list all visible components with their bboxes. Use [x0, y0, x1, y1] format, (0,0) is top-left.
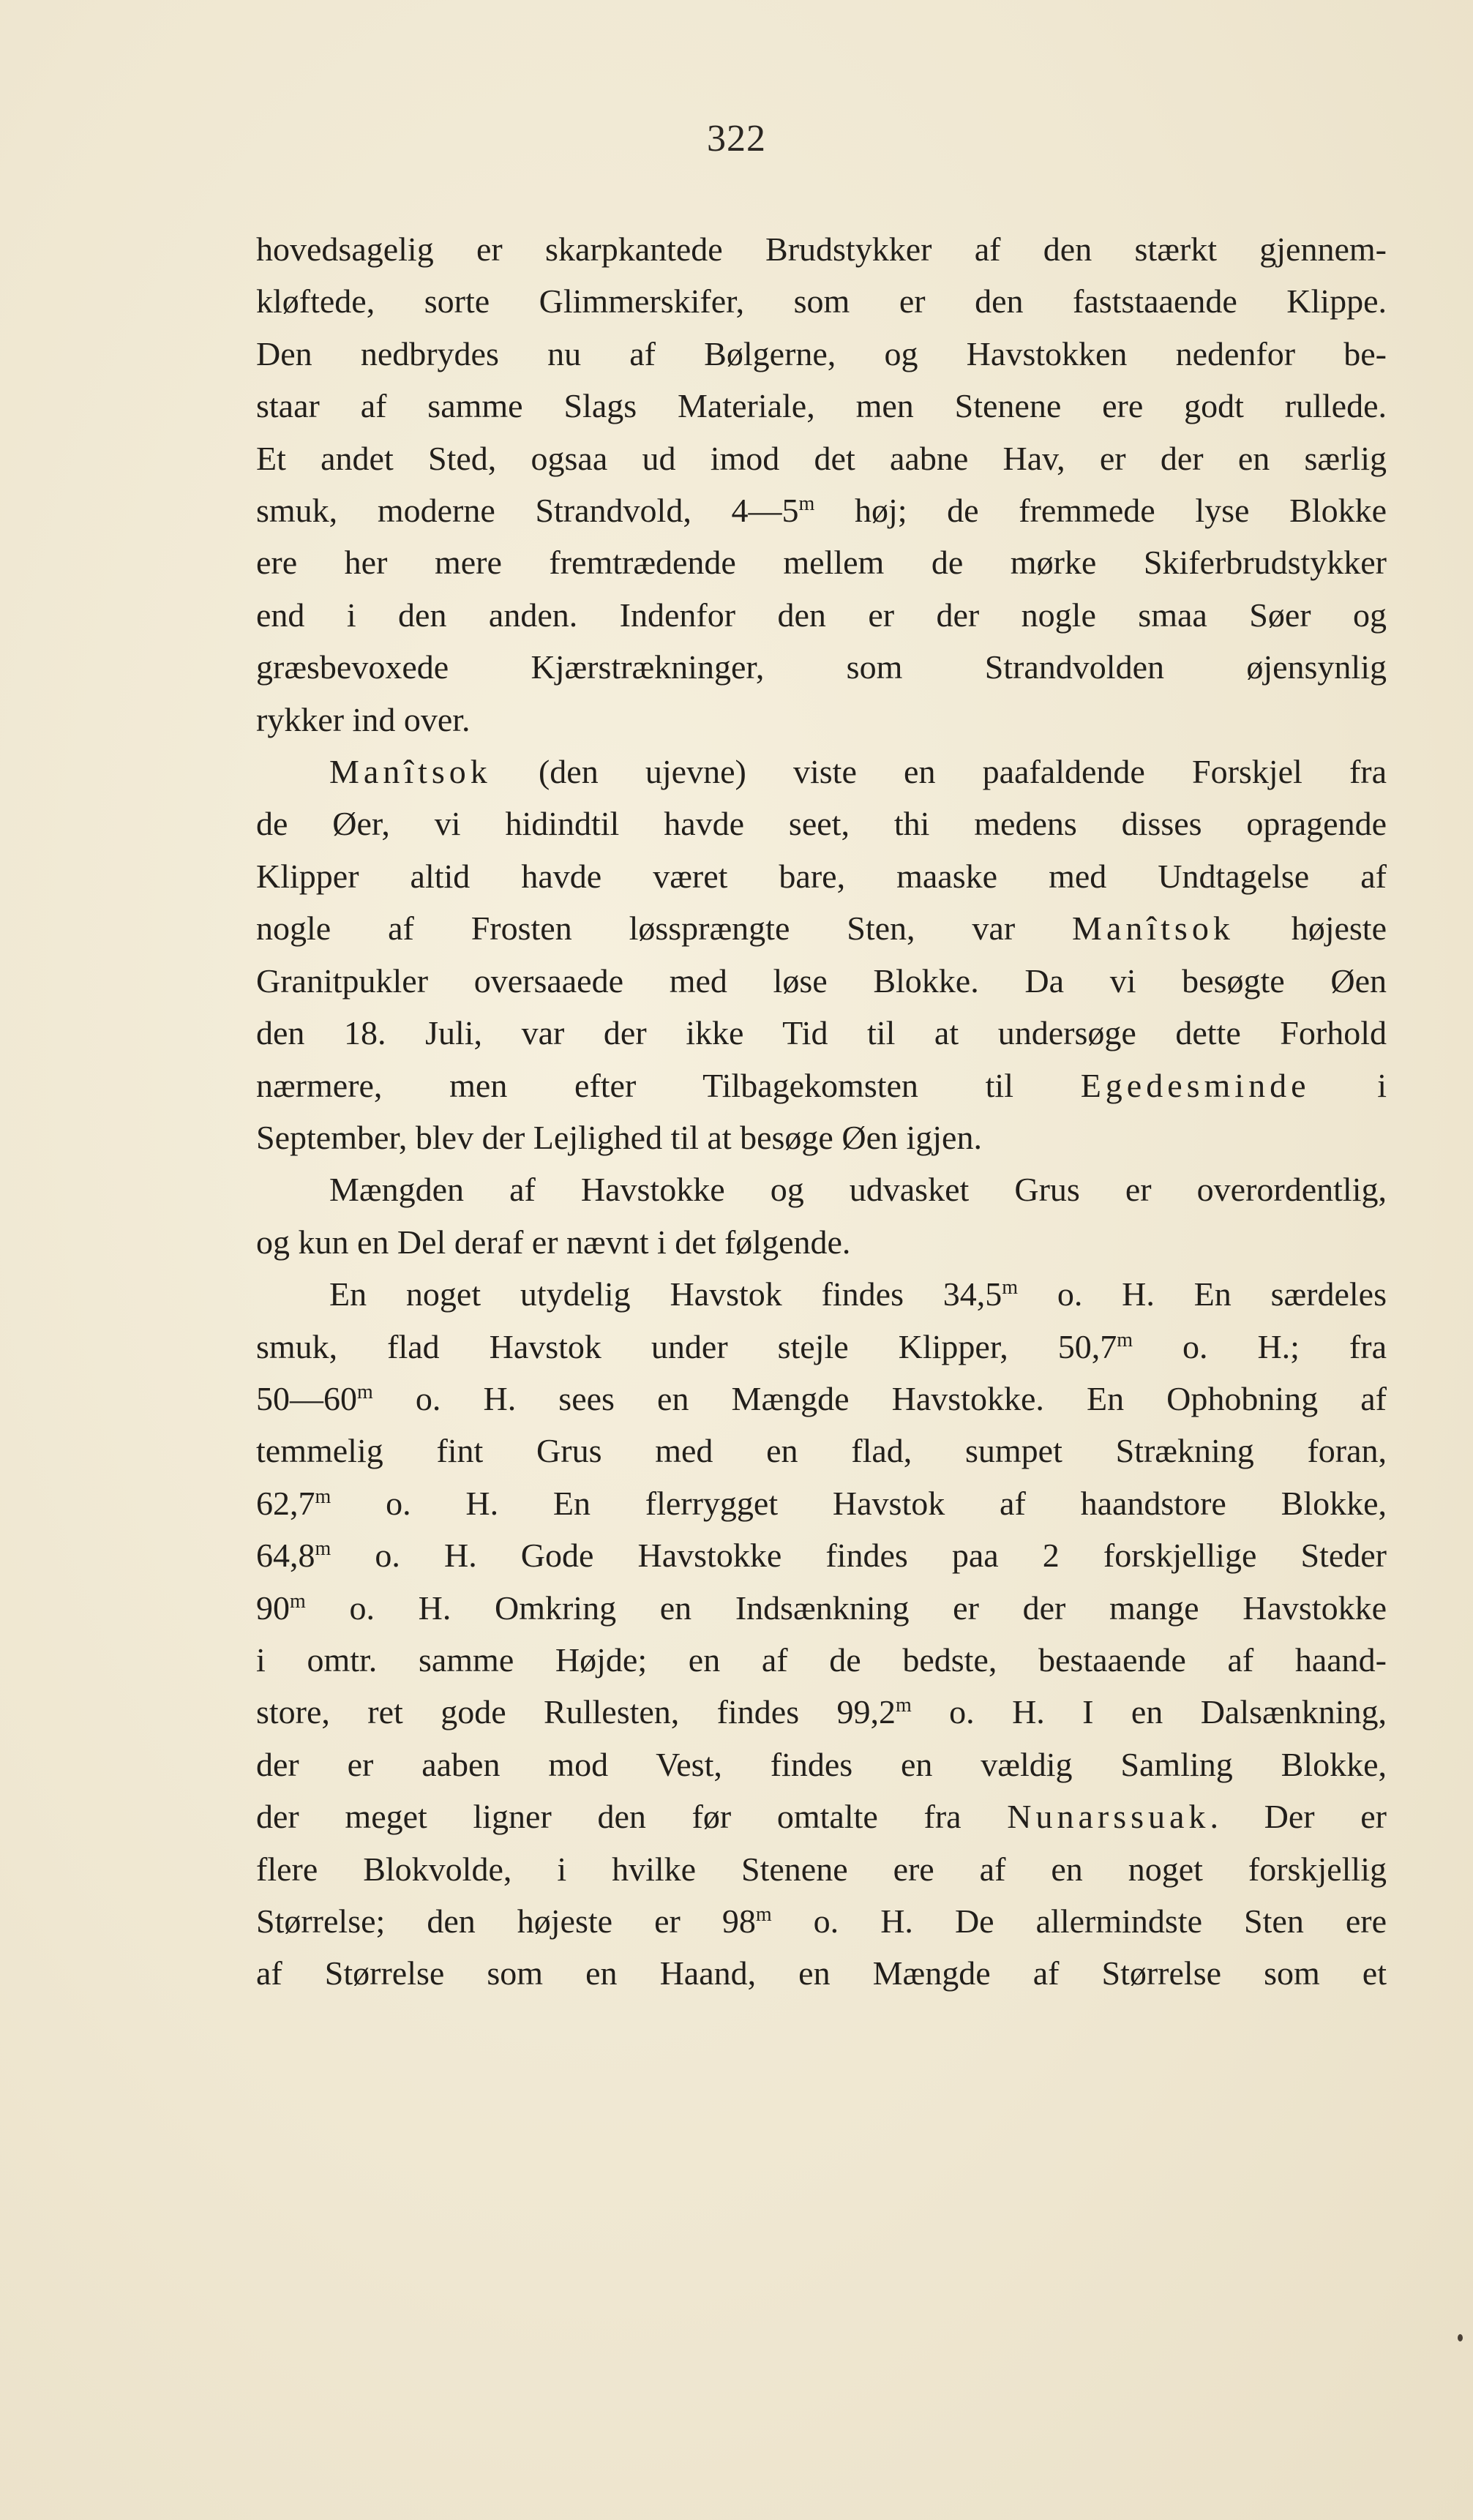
text-line: Den nedbrydes nu af Bølgerne, og Havstokken nedenfor be-	[256, 334, 1387, 372]
text-line: de Øer, vi hidindtil havde seet, thi medens disses opragende	[256, 805, 1387, 843]
paragraph	[256, 223, 1387, 746]
text-line: smuk, flad Havstok under stejle Klipper, 50,7$^m$ o. H.; fra	[256, 1327, 1387, 1365]
text-line: Mængden af Havstokke og udvasket Grus er overordentlig,	[329, 1171, 1387, 1209]
unit-superscript: m	[798, 492, 815, 516]
text-line: September, blev der Lejlighed til at besøge Øen igjen.	[256, 1118, 982, 1156]
text-line: 62,7$^m$ o. H. En flerrygget Havstok af haandstore Blokke,	[256, 1484, 1387, 1522]
text-line: græsbevoxede Kjærstrækninger, som Strandvolden øjensynlig	[256, 648, 1387, 686]
body-text	[256, 223, 1387, 2000]
unit-superscript: m	[755, 1903, 772, 1926]
unit-superscript: m	[1117, 1328, 1133, 1351]
spaced-name: Egedesminde	[1080, 1066, 1311, 1104]
text-line: den 18. Juli, var der ikke Tid til at undersøge dette Forhold	[256, 1014, 1387, 1052]
text-line: Størrelse; den højeste er 98$^m$ o. H. De allermindste Sten ere	[256, 1902, 1387, 1940]
text-line: nærmere, men efter Tilbagekomsten til Egedesminde i	[256, 1066, 1387, 1104]
unit-superscript: m	[290, 1589, 306, 1613]
unit-superscript: m	[896, 1694, 912, 1717]
text-line: Klipper altid havde været bare, maaske med Undtagelse af	[256, 857, 1387, 895]
spaced-name: Nunarssuak	[1007, 1798, 1210, 1836]
text-line: kløftede, sorte Glimmerskifer, som er den faststaaende Klippe.	[256, 282, 1387, 320]
unit-superscript: m	[1002, 1276, 1019, 1300]
text-line: rykker ind over.	[256, 700, 471, 738]
unit-superscript: m	[357, 1380, 373, 1403]
page-number: 322	[707, 118, 766, 160]
text-line: Granitpukler oversaaede med løse Blokke. Da vi besøgte Øen	[256, 961, 1387, 1000]
text-line: flere Blokvolde, i hvilke Stenene ere af en noget forskjellig	[256, 1850, 1387, 1888]
text-line: store, ret gode Rullesten, findes 99,2$^m$ o. H. I en Dalsænkning,	[256, 1693, 1387, 1731]
unit-superscript: m	[315, 1537, 331, 1561]
text-line: end i den anden. Indenfor den er der nogle smaa Søer og	[256, 596, 1387, 634]
text-line: temmelig fint Grus med en flad, sumpet Strækning foran,	[256, 1432, 1387, 1470]
text-line: Manîtsok (den ujevne) viste en paafaldende Forskjel fra	[329, 753, 1387, 791]
text-line: nogle af Frosten løssprængte Sten, var Manîtsok højeste	[256, 910, 1387, 948]
text-line: smuk, moderne Strandvold, 4—5$^m$ høj; de fremmede lyse Blokke	[256, 492, 1387, 530]
paper-speck	[1458, 2334, 1463, 2341]
text-line: En noget utydelig Havstok findes 34,5$^m$ o. H. En særdeles	[329, 1275, 1387, 1313]
text-line: staar af samme Slags Materiale, men Stenene ere godt rullede.	[256, 387, 1387, 425]
spaced-name: Manîtsok	[1072, 910, 1234, 948]
text-line: 64,8$^m$ o. H. Gode Havstokke findes paa 2 forskjellige Steder	[256, 1537, 1387, 1575]
paragraph	[256, 746, 1387, 1163]
unit-superscript: m	[315, 1485, 331, 1508]
text-line: af Størrelse som en Haand, en Mængde af Størrelse som et	[256, 1954, 1387, 1992]
paragraph	[256, 1163, 1387, 1268]
text-line: Et andet Sted, ogsaa ud imod det aabne Hav, er der en særlig	[256, 439, 1387, 477]
text-line: hovedsagelig er skarpkantede Brudstykker af den stærkt gjennem-	[256, 230, 1387, 268]
text-line: 90$^m$ o. H. Omkring en Indsænkning er der mange Havstokke	[256, 1589, 1387, 1627]
text-line: og kun en Del deraf er nævnt i det følgende.	[256, 1223, 851, 1261]
paragraph	[256, 1268, 1387, 2000]
text-line: ere her mere fremtrædende mellem de mørke Skiferbrudstykker	[256, 544, 1387, 582]
text-line: der er aaben mod Vest, findes en vældig Samling Blokke,	[256, 1745, 1387, 1783]
text-line: der meget ligner den før omtalte fra Nunarssuak. Der er	[256, 1798, 1387, 1836]
spaced-name: Manîtsok	[329, 753, 492, 791]
text-line: i omtr. samme Højde; en af de bedste, bestaaende af haand-	[256, 1640, 1387, 1679]
text-line: 50—60$^m$ o. H. sees en Mængde Havstokke. En Ophobning af	[256, 1379, 1387, 1417]
